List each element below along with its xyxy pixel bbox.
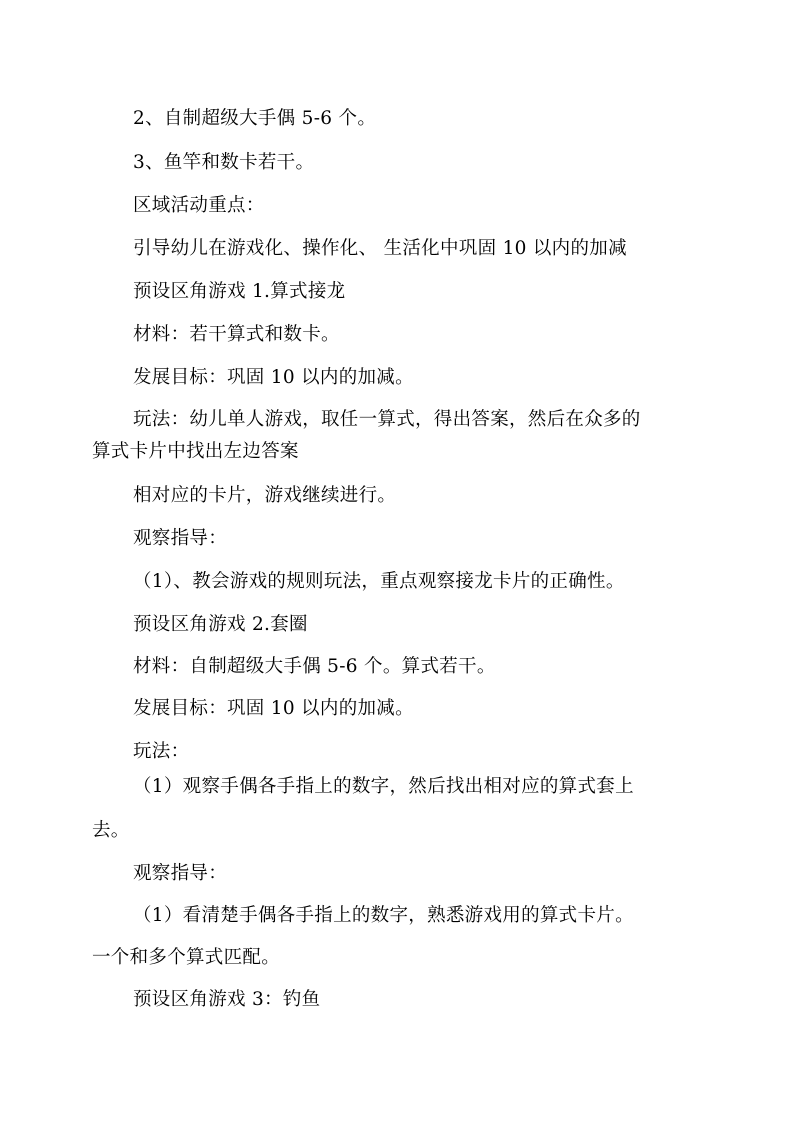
text-line: 3、鱼竿和数卡若干。 xyxy=(133,152,315,173)
text-line: 区域活动重点： xyxy=(133,195,265,216)
text-line: 2、自制超级大手偶 5-6 个。 xyxy=(133,108,377,129)
text-line: 观察指导： xyxy=(133,863,228,884)
text-line: （1）、教会游戏的规则玩法，重点观察接龙卡片的正确性。 xyxy=(133,571,625,592)
text-line: （1）看清楚手偶各手指上的数字，熟悉游戏用的算式卡片。 xyxy=(133,905,634,926)
text-line: 预设区角游戏 1.算式接龙 xyxy=(133,281,346,302)
text-line: 相对应的卡片，游戏继续进行。 xyxy=(133,485,397,506)
text-line: 引导幼儿在游戏化、操作化、 生活化中巩固 10 以内的加减 xyxy=(133,238,627,259)
text-line: 算式卡片中找出左边答案 xyxy=(92,441,299,462)
text-line: 预设区角游戏 3：钓鱼 xyxy=(133,989,321,1010)
text-line: 发展目标：巩固 10 以内的加减。 xyxy=(133,367,414,388)
text-line: （1）观察手偶各手指上的数字，然后找出相对应的算式套上 xyxy=(133,776,634,797)
text-line: 一个和多个算式匹配。 xyxy=(92,947,281,968)
text-line: 去。 xyxy=(92,820,130,841)
text-line: 材料：若干算式和数卡。 xyxy=(133,324,340,345)
text-line: 发展目标：巩固 10 以内的加减。 xyxy=(133,698,414,719)
text-line: 玩法：幼儿单人游戏，取任一算式，得出答案，然后在众多的 xyxy=(133,409,641,430)
text-line: 观察指导： xyxy=(133,528,228,549)
text-line: 玩法： xyxy=(133,741,190,762)
text-line: 预设区角游戏 2.套圈 xyxy=(133,614,308,635)
text-line: 材料：自制超级大手偶 5-6 个。算式若干。 xyxy=(133,656,496,677)
